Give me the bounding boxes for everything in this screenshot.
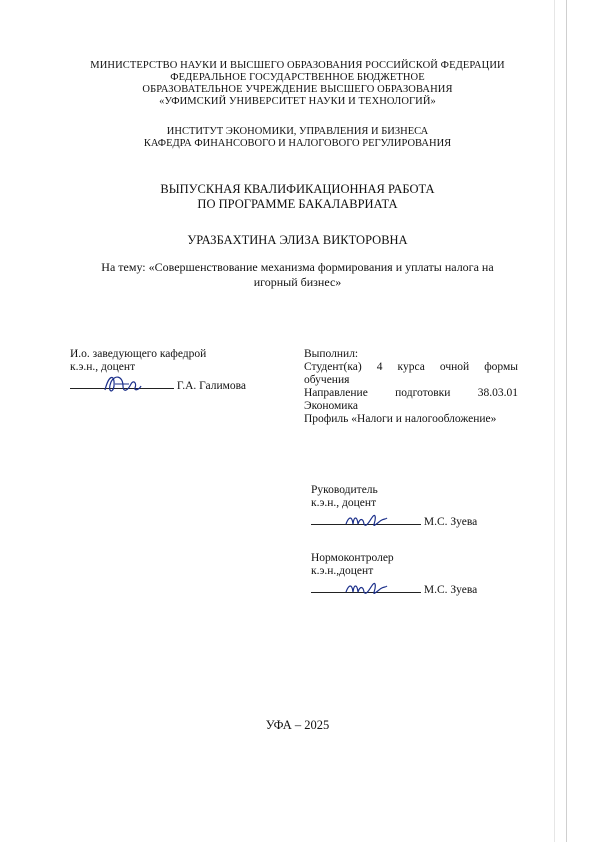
institute-header (0, 126, 595, 150)
normcontrol-degree: к.э.н.,доцент (311, 565, 374, 577)
topic-line: На тему: «Совершенствование механизма формирования и уплаты налога на (101, 260, 494, 274)
head-of-department-block (70, 348, 270, 393)
head-signature (101, 372, 143, 396)
student-direction-name: Экономика (304, 400, 358, 412)
work-title-line: ВЫПУСКНАЯ КВАЛИФИКАЦИОННАЯ РАБОТА (160, 182, 435, 196)
work-topic (60, 260, 535, 290)
head-role: И.о. заведующего кафедрой (70, 348, 207, 360)
normcontrol-role: Нормоконтролер (311, 552, 394, 564)
student-direction: Направление подготовки 38.03.01 (304, 387, 518, 399)
signature-line (70, 388, 174, 389)
work-title-line: ПО ПРОГРАММЕ БАКАЛАВРИАТА (197, 197, 398, 211)
institute-name: ИНСТИТУТ ЭКОНОМИКИ, УПРАВЛЕНИЯ И БИЗНЕСА (166, 126, 429, 137)
ministry-line: ОБРАЗОВАТЕЛЬНОЕ УЧРЕЖДЕНИЕ ВЫСШЕГО ОБРАЗОВАНИЯ (142, 84, 453, 95)
head-signature-row (70, 380, 270, 393)
ministry-line: ФЕДЕРАЛЬНОЕ ГОСУДАРСТВЕННОЕ БЮДЖЕТНОЕ (170, 72, 425, 83)
supervisor-name: М.С. Зуева (423, 516, 478, 528)
ministry-line: МИНИСТЕРСТВО НАУКИ И ВЫСШЕГО ОБРАЗОВАНИЯ РОССИЙСКОЙ ФЕДЕРАЦИИ (90, 60, 505, 71)
student-block (304, 348, 518, 426)
supervisor-signature (343, 508, 389, 532)
head-degree: к.э.н., доцент (70, 361, 136, 373)
supervisor-role: Руководитель (311, 484, 378, 496)
ministry-header (0, 60, 595, 108)
signature-line (311, 592, 421, 593)
student-study-form: обучения (304, 374, 350, 386)
topic-line: игорный бизнес» (253, 275, 342, 289)
supervisor-signature-row (311, 516, 511, 529)
normcontrol-signature (343, 576, 389, 600)
department-name: КАФЕДРА ФИНАНСОВОГО И НАЛОГОВОГО РЕГУЛИРОВАНИЯ (143, 138, 452, 149)
author-name: УРАЗБАХТИНА ЭЛИЗА ВИКТОРОВНА (187, 233, 408, 247)
normcontrol-signature-row (311, 584, 511, 597)
supervisor-degree: к.э.н., доцент (311, 497, 377, 509)
head-name: Г.А. Галимова (176, 380, 247, 392)
student-label: Выполнил: (304, 348, 359, 360)
student-course: Студент(ка) 4 курса очной формы (304, 361, 518, 373)
work-title (0, 182, 595, 212)
normcontrol-name: М.С. Зуева (423, 584, 478, 596)
supervisor-block (311, 484, 511, 529)
signature-line (311, 524, 421, 525)
student-profile: Профиль «Налоги и налогообложение» (304, 413, 497, 425)
university-name: «УФИМСКИЙ УНИВЕРСИТЕТ НАУКИ И ТЕХНОЛОГИЙ» (159, 96, 436, 107)
city-year: УФА – 2025 (265, 718, 330, 732)
normcontrol-block (311, 552, 511, 597)
